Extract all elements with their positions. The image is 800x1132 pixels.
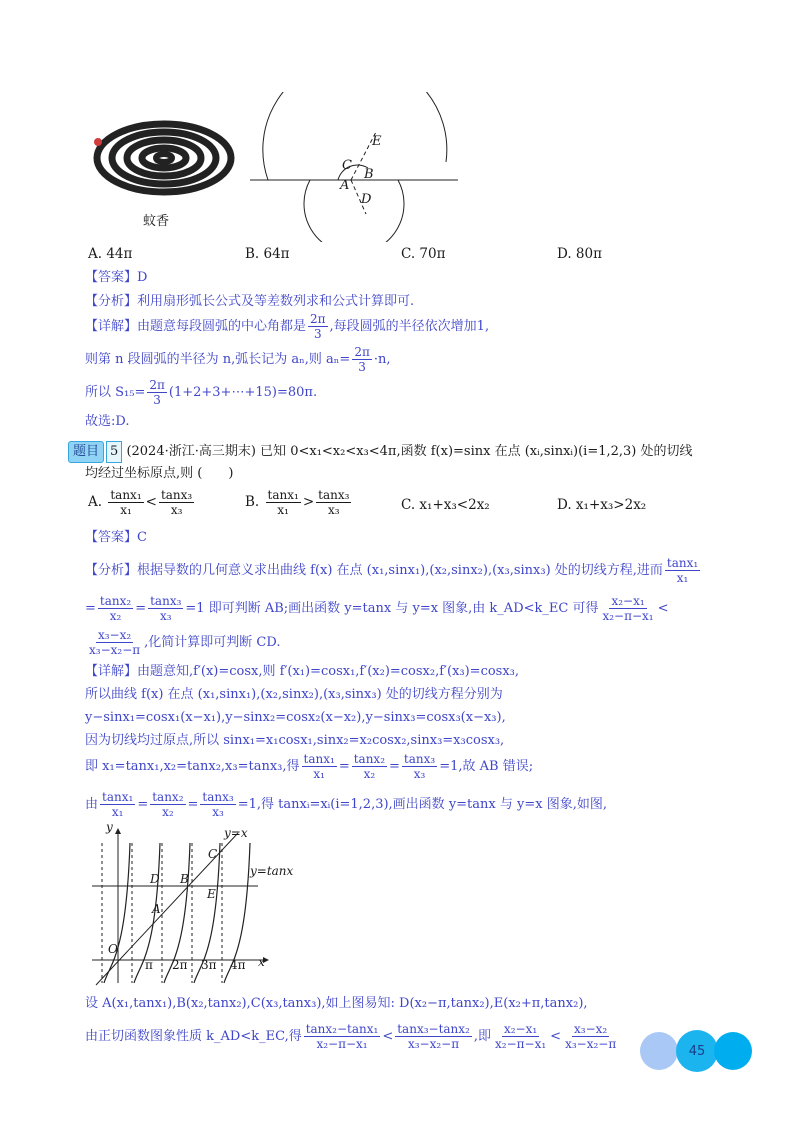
fraction: $\frac{2\pi}{3}$ — [149, 378, 165, 407]
fraction: $\frac{\text{tanx₂}}{\text{x₂}}$ — [353, 752, 386, 781]
fraction: $\frac{\text{tanx₂−tanx₁}}{\text{x₂−π−x₁}}$ — [305, 1022, 379, 1051]
q5-detail-3: y−sinx₁=cosx₁(x−x₁),y−sinx₂=cosx₂(x−x₂),y−sinx₃=cosx₃(x−x₃), — [85, 710, 506, 725]
fraction: $\frac{\text{tanx₃}}{\text{x₃}}$ — [160, 488, 193, 517]
fraction: $\frac{\text{tanx₂}}{\text{x₂}}$ — [152, 790, 184, 819]
fraction: $\frac{2\pi}{3}$ — [310, 312, 326, 341]
conclusion-line: 故选:D. — [85, 414, 130, 429]
graph-label-tan: y=tanx — [250, 864, 294, 878]
fraction: $\frac{\text{x₂−x₁}}{\text{x₂−π−x₁}}$ — [602, 594, 654, 623]
fraction: $\frac{\text{x₃−x₂}}{\text{x₃−x₂−π}}$ — [89, 628, 141, 657]
q5-detail-1: 【详解】由题意知,f′(x)=cosx,则 f′(x₁)=cosx₁,f′(x₂)=cosx₂,f′(x₃)=cosx₃, — [85, 664, 520, 679]
graph-tick-4pi: 4π — [230, 958, 246, 972]
detail-text: (1+2+3+⋯+15)=80π. — [168, 385, 318, 400]
option-a: A. 44π — [88, 246, 133, 262]
page-circle-light — [640, 1032, 678, 1070]
fraction: $\frac{\text{tanx₃}}{\text{x₃}}$ — [202, 790, 234, 819]
detail-text: 【详解】由题意每段圆弧的中心角都是 — [85, 319, 307, 334]
fraction: $\frac{\text{tanx₃−tanx₂}}{\text{x₃−x₂−π}}$ — [397, 1022, 470, 1051]
q5-analysis-2: = $\frac{\text{tanx₂}}{\text{x₂}}$ = $\frac{\text{tanx₃}}{\text{x₃}}$ =1 即可判断 AB;画出函数 y=tanx 与 y=x 图象,由 k_AD<k_EC 可得 $\frac{\text{x₂−x₁}}{\text{x₂−π−x₁}}$ < — [85, 594, 669, 623]
fraction: $\frac{\text{tanx₃}}{\text{x₃}}$ — [150, 594, 182, 623]
fraction: $\frac{\text{tanx₁}}{\text{x₁}}$ — [102, 790, 134, 819]
fraction: $\frac{\text{tanx₃}}{\text{x₃}}$ — [403, 752, 436, 781]
mosquito-coil-image — [88, 118, 238, 198]
detail-text: ,每段圆弧的半径依次增加1, — [329, 319, 490, 334]
fraction: $\frac{\text{x₃−x₂}}{\text{x₃−x₂−π}}$ — [565, 1022, 617, 1051]
fraction: $\frac{\text{tanx₁}}{\text{x₁}}$ — [666, 556, 699, 585]
fraction: $\frac{2\pi}{3}$ — [354, 345, 370, 374]
q5-detail-2: 所以曲线 f(x) 在点 (x₁,sinx₁),(x₂,sinx₂),(x₃,sinx₃) 处的切线方程分别为 — [85, 687, 503, 702]
q5-detail-6: 由 $\frac{\text{tanx₁}}{\text{x₁}}$ = $\frac{\text{tanx₂}}{\text{x₂}}$ = $\frac{\text{tanx₃}}{\text{x₃}}$ =1,得 tanxᵢ=xᵢ(i=1,2,3),画出函数 y=tanx 与 y=x 图象,如图, — [85, 790, 607, 819]
q5-option-c: C. x₁+x₃<2x₂ — [401, 497, 490, 513]
graph-label-c: C — [208, 847, 218, 861]
q5-detail-5: 即 x₁=tanx₁,x₂=tanx₂,x₃=tanx₃,得 $\frac{\text{tanx₁}}{\text{x₁}}$ = $\frac{\text{tanx₂}}{\text{x₂}}$ = $\frac{\text{tanx₃}}{\text{x₃}}$ =1,故 AB 错误; — [85, 752, 534, 781]
option-c: C. 70π — [401, 246, 446, 262]
question-badge: 题目 — [68, 441, 104, 463]
graph-tick-pi: π — [145, 958, 153, 972]
page-number: 45 — [688, 1043, 706, 1059]
option-d: D. 80π — [557, 246, 602, 262]
question-number: 5 — [106, 441, 122, 463]
graph-tick-3pi: 3π — [201, 958, 217, 972]
analysis-line: 【分析】利用扇形弧长公式及等差数列求和公式计算即可. — [85, 294, 415, 309]
graph-label-y: y — [106, 820, 113, 834]
graph-label-yx: y=x — [224, 826, 248, 840]
fraction: $\frac{\text{tanx₁}}{\text{x₁}}$ — [267, 488, 299, 517]
q5-stem-1 — [68, 441, 693, 463]
q5-final-1: 设 A(x₁,tanx₁),B(x₂,tanx₂),C(x₃,tanx₃),如上图易知: D(x₂−π,tanx₂),E(x₂+π,tanx₂), — [85, 996, 588, 1011]
q5-analysis-1: 【分析】根据导数的几何意义求出曲线 f(x) 在点 (x₁,sinx₁),(x₂,sinx₂),(x₃,sinx₃) 处的切线方程,进而 $\frac{\text{tanx₁}}{\text{x₁}}$ — [85, 556, 699, 585]
fraction: $\frac{\text{tanx₃}}{\text{x₃}}$ — [318, 488, 350, 517]
diagram-label-b: B — [364, 167, 374, 182]
tangent-graph — [88, 823, 298, 988]
fraction: $\frac{\text{tanx₁}}{\text{x₁}}$ — [303, 752, 335, 781]
q5-option-a: A. $\frac{\text{tanx₁}}{\text{x₁}}$ < $\frac{\text{tanx₃}}{\text{x₃}}$ — [88, 488, 193, 517]
answer-line: 【答案】D — [85, 270, 148, 285]
detail-line-1 — [85, 312, 489, 341]
q5-detail-4: 因为切线均过原点,所以 sinx₁=x₁cosx₁,sinx₂=x₂cosx₂,sinx₃=x₃cosx₃, — [85, 733, 505, 748]
q5-answer: 【答案】C — [85, 530, 147, 545]
graph-label-e: E — [207, 887, 216, 901]
detail-text: ·n, — [373, 352, 391, 367]
q5-option-b: B. $\frac{\text{tanx₁}}{\text{x₁}}$ > $\frac{\text{tanx₃}}{\text{x₃}}$ — [245, 488, 350, 517]
graph-label-a: A — [152, 902, 161, 916]
figure-caption: 蚊香 — [143, 214, 170, 229]
fraction: $\frac{\text{tanx₁}}{\text{x₁}}$ — [110, 488, 142, 517]
page-circle-main — [676, 1030, 718, 1072]
graph-label-o: O — [108, 942, 118, 956]
fraction: $\frac{\text{tanx₂}}{\text{x₂}}$ — [99, 594, 132, 623]
q5-analysis-3: $\frac{\text{x₃−x₂}}{\text{x₃−x₂−π}}$ ,化简计算即可判断 CD. — [89, 628, 281, 657]
diagram-label-d: D — [361, 192, 372, 207]
detail-text: 则第 n 段圆弧的半径为 n,弧长记为 aₙ,则 aₙ= — [85, 352, 351, 367]
q5-final-2: 由正切函数图象性质 k_AD<k_EC,得 $\frac{\text{tanx₂−tanx₁}}{\text{x₂−π−x₁}}$ < $\frac{\text{tanx₃−tanx₂}}{\text{x₃−x₂−π}}$ ,即 $\frac{\text{x₂−x₁}}{\text{x₂−π−x₁}}$ < $\frac{\text{x₃−x₂}}{\text{x₃−x₂−π}}$ — [85, 1022, 617, 1051]
q5-stem-text: (2024·浙江·高三期末) 已知 0<x₁<x₂<x₃<4π,函数 f(x)=sinx 在点 (xᵢ,sinxᵢ)(i=1,2,3) 处的切线 — [126, 444, 693, 459]
graph-label-x: x — [258, 955, 265, 969]
detail-line-3 — [85, 378, 317, 407]
option-b: B. 64π — [245, 246, 290, 262]
diagram-label-a: A — [340, 178, 350, 193]
spiral-arc-diagram — [248, 92, 460, 242]
graph-label-b: B — [180, 872, 189, 886]
detail-line-2 — [85, 345, 391, 374]
diagram-label-e-text: E — [372, 134, 382, 149]
page-circle-right — [714, 1032, 752, 1070]
fraction: $\frac{\text{x₂−x₁}}{\text{x₂−π−x₁}}$ — [495, 1022, 547, 1051]
detail-text: 所以 S₁₅= — [85, 385, 146, 400]
q5-stem-2: 均经过坐标原点,则 ( ) — [85, 466, 234, 481]
graph-tick-2pi: 2π — [172, 958, 188, 972]
graph-label-d: D — [150, 872, 160, 886]
diagram-label-c: C — [342, 158, 352, 173]
q5-option-d: D. x₁+x₃>2x₂ — [557, 497, 647, 513]
